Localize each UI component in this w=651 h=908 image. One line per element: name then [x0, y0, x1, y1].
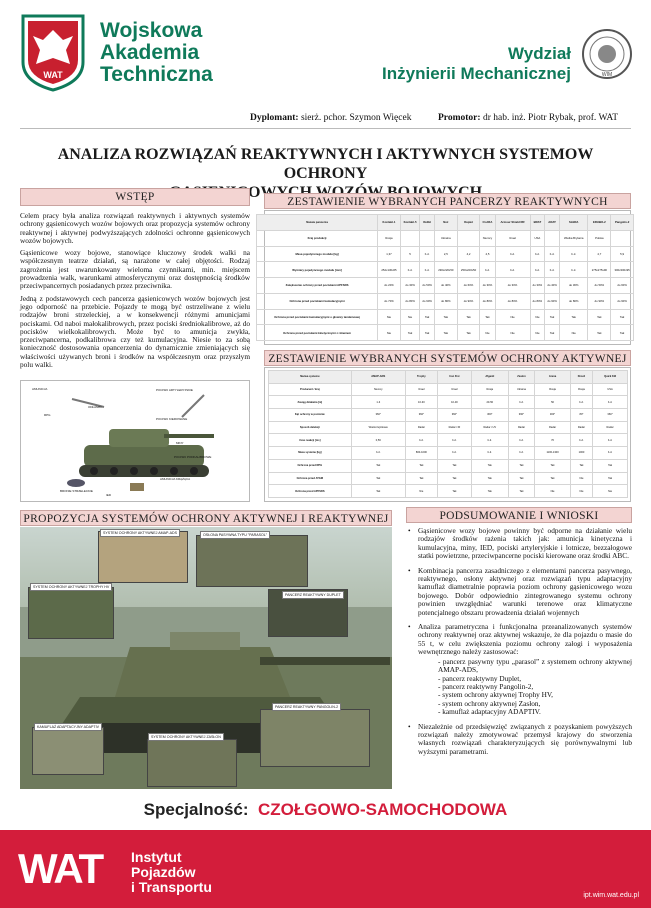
table-cell: Tak — [535, 459, 570, 472]
table-cell: 20-50 — [471, 396, 508, 409]
intro-paragraph: Gąsienicowe wozy bojowe, stanowiące kluczowy środek walki na współczesnym teatrze działań, są narażone w całej objętości. Rodzaj zagrożenia jest uwarunkowany wieloma czynnikami, min. miejscem prowadzenia walk, warunkami atmosferycznymi oraz dostępnością środków przeciwpancernych posiadanych przez przeciwnika. — [20, 248, 250, 291]
table-cell: do 80% — [530, 293, 545, 309]
specialty — [0, 800, 651, 820]
table-cell: Wieloczujnikowe — [351, 421, 405, 434]
table-cell: Tak — [611, 325, 634, 341]
institute-name-line: Pojazdów — [131, 864, 196, 880]
table-row — [269, 421, 628, 434]
table-cell: b.d. — [530, 262, 545, 278]
threat-label: MINY — [176, 441, 184, 445]
threat-label: IED — [106, 493, 112, 497]
threat-label: AMUNICJA KRĄŻĄCA — [160, 477, 191, 481]
divider — [20, 128, 631, 129]
table-cell — [545, 230, 560, 246]
summary-bullet-text: Analiza parametryczna i funkcjonalna przeanalizowanych systemów ochrony reaktywnej oraz aktywnej wskazuje, że dla pojazdu o masie do 55 t, w celu zwiększenia poziomu ochrony załogi i wyposażenia wewnętrznego należy zastosować: — [418, 622, 632, 657]
table-cell: do 30% — [530, 278, 545, 294]
table-cell: Tak — [588, 325, 611, 341]
label-trophy: SYSTEM OCHRONY AKTYWNEJ TROPHY HV — [30, 583, 112, 591]
table-cell: b.d. — [545, 262, 560, 278]
faculty-seal-logo — [581, 28, 633, 80]
table-cell: Niemcy — [480, 230, 495, 246]
table-cell: Tak — [508, 459, 535, 472]
inset-amap-ads — [98, 531, 188, 583]
table-cell: Nie — [570, 472, 592, 485]
table-cell: 1-3 — [351, 396, 405, 409]
table-cell: 4,2 — [457, 246, 480, 262]
table-header-cell: Quick Kill — [593, 371, 628, 384]
table-header-cell: SLERA — [559, 215, 588, 231]
table-cell: Tak — [508, 472, 535, 485]
table-cell: Radar — [570, 421, 592, 434]
table-cell: 360° — [437, 409, 471, 422]
table-row-label: Ochrona przed ATGM — [269, 472, 352, 485]
inset-trophy — [28, 587, 114, 639]
table-cell: Ukraina — [508, 383, 535, 396]
table-cell: USA — [530, 230, 545, 246]
table-cell: b.d. — [437, 434, 471, 447]
table-row-label: Kraj produkcji — [257, 230, 378, 246]
university-name — [100, 20, 213, 86]
table-cell: 1000 — [570, 447, 592, 460]
table-cell: do 90% — [420, 293, 435, 309]
table-row-label: Masa systemu [kg] — [269, 447, 352, 460]
table-row — [269, 459, 628, 472]
table-row — [269, 485, 628, 498]
table-cell: b.d. — [437, 447, 471, 460]
table-cell: Tak — [588, 309, 611, 325]
institute-name-line: Instytut — [131, 849, 182, 865]
seal-text: WIM — [601, 72, 613, 78]
table-cell: b.d. — [545, 246, 560, 262]
summary-sub-list — [438, 658, 632, 717]
table-cell: Tak — [405, 459, 437, 472]
summary-bullet: • Kombinacja pancerza zasadniczego z elementami pancerza pasywnego, reaktywnego, osłony aktywnej oraz rozwiązań typu adaptacyjny kamuflaż diametralnie poprawia poziom ochrony gąsienicowego wozu bojowego. Dobór odpowiednio zintegrowanego systemu ochrony powinien uwzględniać warunki terenowe oraz klimatyczne potencjalnego obszaru prowadzenia działań wojennych — [418, 567, 632, 617]
table-cell: Nie — [378, 309, 401, 325]
table-row — [257, 309, 634, 325]
institute-name — [131, 850, 212, 895]
table-cell: b.d. — [508, 396, 535, 409]
table-header-cell: Iron Fist — [437, 371, 471, 384]
threat-label: POCISKI KIEROWANE — [156, 417, 188, 421]
table-header-cell: Trophy — [405, 371, 437, 384]
table-cell: 4,5 — [480, 246, 495, 262]
table-row — [257, 230, 634, 246]
table-row-label: Zwiększenie ochrony przed pociskami APFSDS — [257, 278, 378, 294]
table-row — [269, 383, 628, 396]
university-name-line: Akademia — [100, 41, 200, 64]
table-cell: b.d. — [400, 262, 419, 278]
label-amap-ads: SYSTEM OCHRONY AKTYWNEJ AMAP-ADS — [100, 529, 180, 537]
table-cell: do 90% — [588, 293, 611, 309]
intro-text — [20, 212, 250, 373]
table-cell: Nie — [535, 485, 570, 498]
table-header-cell: Armour Shield RR — [495, 215, 530, 231]
table-cell: Nie — [495, 325, 530, 341]
table-header-cell: Afganit — [471, 371, 508, 384]
summary-bullet — [418, 623, 632, 716]
summary-sub-item: - system ochrony aktywnej Trophy HV, — [438, 691, 632, 699]
table-cell: Ukraina — [434, 230, 457, 246]
wat-logo: WAT — [18, 845, 103, 892]
table-row — [257, 246, 634, 262]
summary-sub-item: - pancerz reaktywny Duplet, — [438, 675, 632, 683]
table-header-cell: BRAT — [530, 215, 545, 231]
label-pangolin: PANCERZ REAKTYWNY PANGOLIN-2 — [272, 703, 341, 711]
table-row — [269, 472, 628, 485]
intro-heading: WSTĘP — [20, 188, 250, 206]
table-cell: b.d. — [593, 447, 628, 460]
table-cell: b.d. — [405, 434, 437, 447]
table-cell: b.d. — [593, 434, 628, 447]
proposal-heading: PROPOZYCJA SYSTEMÓW OCHRONY AKTYWNEJ I REAKTYWNEJ — [20, 510, 392, 526]
table-cell: Radar i IR — [437, 421, 471, 434]
table-header-cell: Kontakt-1 — [378, 215, 401, 231]
table-cell: Nie — [495, 309, 530, 325]
table-cell: b.d. — [570, 396, 592, 409]
table-cell: 250x220x50 — [457, 262, 480, 278]
threat-label: ODŁAMKI — [88, 405, 102, 409]
table-cell: 360° — [351, 409, 405, 422]
table-row-label: Producent / kraj — [269, 383, 352, 396]
table-cell: 70 — [535, 434, 570, 447]
table-row-label: Ochrona przed APFSDS — [269, 485, 352, 498]
table-header-cell: Zasłon — [508, 371, 535, 384]
table-cell: do 70% — [378, 293, 401, 309]
poster-title-line: ANALIZA ROZWIĄZAŃ REAKTYWNYCH I AKTYWNYCH SYSTEMOW OCHRONY — [57, 146, 594, 182]
table-cell: do 60% — [457, 278, 480, 294]
table-header-cell: Duplet — [457, 215, 480, 231]
table-cell: Rosja — [570, 383, 592, 396]
table-cell: 10-30 — [405, 396, 437, 409]
table-cell: do 30% — [559, 278, 588, 294]
inset-zaslon — [147, 739, 237, 787]
table-header-cell: CLARA — [480, 215, 495, 231]
table-cell: 1100-1300 — [535, 447, 570, 460]
university-name-line: Wojskowa — [100, 19, 203, 42]
threat-label: POCISKI PODKALIBROWE — [174, 455, 212, 459]
table-row-label: Ochrona przed pociskami kumulacyjnymi o głowicy tandemowej — [257, 309, 378, 325]
table-cell: do 90% — [457, 293, 480, 309]
table-cell: Nie — [593, 485, 628, 498]
supervisor-name: dr hab. inż. Piotr Rybak, prof. WAT — [482, 113, 619, 123]
table-header-cell: Pangolin-2 — [611, 215, 634, 231]
threat-label: POCISKI ARTYLERYJSKIE — [156, 388, 193, 392]
table-cell: do 40% — [434, 278, 457, 294]
table-cell: b.d. — [495, 246, 530, 262]
table-cell: b.d. — [530, 246, 545, 262]
table-cell: b.d. — [420, 262, 435, 278]
table-cell: Tak — [405, 472, 437, 485]
table-cell: Nie — [400, 309, 419, 325]
table-cell: Tak — [593, 459, 628, 472]
table-cell: Tak — [351, 459, 405, 472]
table-cell: Rosja — [535, 383, 570, 396]
active-protection-table — [268, 370, 628, 498]
table-header-cell: Arena — [535, 371, 570, 384]
table-cell: 275x275x90 — [588, 262, 611, 278]
table-cell: Tak — [400, 325, 419, 341]
table-cell: Nie — [530, 325, 545, 341]
inset-adaptiv — [32, 727, 104, 775]
table-cell: USA — [593, 383, 628, 396]
table-cell: do 40% — [545, 278, 560, 294]
summary-heading: PODSUMOWANIE I WNIOSKI — [406, 507, 632, 523]
table-cell: 10-30 — [437, 396, 471, 409]
table-cell: 360° — [405, 409, 437, 422]
table-cell: do 80% — [559, 293, 588, 309]
institute-url[interactable]: ipt.wim.wat.edu.pl — [583, 892, 639, 899]
table-cell: 5,9 — [611, 246, 634, 262]
table-cell: b.d. — [495, 262, 530, 278]
table-cell: Radar — [593, 421, 628, 434]
table-cell: do 80% — [434, 293, 457, 309]
summary-bullet: • Niezależnie od przedsięwzięć związanych z pozyskaniem powyższych rozwiązań należy zmotywować przemysł krajowy do stworzenia własnych rozwiązań charakteryzujących się porównywalnymi lub wyższymi parametrami. — [418, 723, 632, 757]
table-cell: Rosja — [378, 230, 401, 246]
table-row — [269, 409, 628, 422]
table-cell: Tak — [434, 309, 457, 325]
table-cell: 5 — [400, 246, 419, 262]
table-cell: Tak — [570, 459, 592, 472]
credits-line — [250, 113, 619, 123]
table-cell: 4,7 — [588, 246, 611, 262]
table-row — [269, 447, 628, 460]
table-cell: 252x130x65 — [378, 262, 401, 278]
table-cell: Niemcy — [351, 383, 405, 396]
institute-name-line: i Transportu — [131, 879, 212, 895]
table-cell: Tak — [457, 325, 480, 341]
supervisor-label: Promotor: — [438, 113, 481, 123]
summary-sub-item: - pancerz reaktywny Pangolin-2, — [438, 683, 632, 691]
table-cell: Radar — [508, 421, 535, 434]
table-row-label: Ochrona przed pociskami kumulacyjnymi — [257, 293, 378, 309]
graduate-name: sierż. pchor. Szymon Więcek — [300, 113, 412, 123]
summary-sub-item: - system ochrony aktywnej Zasłon, — [438, 700, 632, 708]
table-cell: do 80% — [400, 293, 419, 309]
table-cell: Wielka Brytania — [559, 230, 588, 246]
table-cell: b.d. — [471, 434, 508, 447]
table-cell: Tak — [351, 485, 405, 498]
table-cell: Izrael — [495, 230, 530, 246]
intro-paragraph: Jedną z podstawowych cech pancerza gąsienicowych wozów bojowych jest jego odporność na przebicie. Pojazdy te mogą być ostrzeliwane z wielu rodzajów broni strzeleckiej, a w konsekwencji różnymi amunicjami pociskami. Od naboi małokalibrowych, przez pociski średniokalibrowe, aż do pocisków wielkokalibrowych. Może być to amunicja zwykła, przeciwpancerna, podkalibrowa czy też kumulacyjna. Niesie to za sobą konieczność dostosowania opancerzenia do dynamicznie zmieniających się właściwości używanych broni i środków na współczesnym oraz przyszłym polu walki. — [20, 293, 250, 370]
poster-header — [0, 0, 651, 104]
faculty-name-line: Wydział — [508, 44, 571, 63]
table-cell — [457, 230, 480, 246]
table-cell: do 20% — [378, 278, 401, 294]
table-cell: Tak — [508, 485, 535, 498]
table-cell: do 50% — [588, 278, 611, 294]
table-cell: 80° — [570, 409, 592, 422]
table-header-cell: Nazwa systemu — [269, 371, 352, 384]
table-cell: Tak — [471, 459, 508, 472]
table-cell: b.d. — [508, 447, 535, 460]
summary-sub-item: - kamuflaż adaptacyjny ADAPTIV. — [438, 708, 632, 716]
table-header-cell: ERAWA-2 — [588, 215, 611, 231]
table-cell: Polska — [588, 230, 611, 246]
proposal-photo — [20, 527, 392, 789]
table-cell: 290x220x50 — [434, 262, 457, 278]
table-cell: Tak — [437, 472, 471, 485]
table-row-label: Czas reakcji [ms] — [269, 434, 352, 447]
table-header-cell: Nazwa pancerza — [257, 215, 378, 231]
table-cell: Tak — [545, 309, 560, 325]
label-zaslon: SYSTEM OCHRONY AKTYWNEJ ZASŁON — [148, 733, 224, 741]
table-cell: do 80% — [495, 293, 530, 309]
table-cell: Tak — [559, 309, 588, 325]
table-cell: Tak — [535, 472, 570, 485]
table-cell: Tak — [420, 309, 435, 325]
table-cell: Tak — [437, 459, 471, 472]
table-cell: Tak — [420, 325, 435, 341]
table-row-label: Ochrona przed pociskami kinetycznymi z rdzeniem — [257, 325, 378, 341]
university-name-line: Techniczna — [100, 63, 213, 86]
table-cell — [400, 230, 419, 246]
table-cell: Izrael — [437, 383, 471, 396]
table-row-label: Sposób detekcji — [269, 421, 352, 434]
table-row-label: Wymiary pojedynczego modułu [mm] — [257, 262, 378, 278]
table-cell: do 50% — [420, 278, 435, 294]
table-cell: do 80% — [480, 293, 495, 309]
table-header-cell: Kontakt-5 — [400, 215, 419, 231]
table-cell: b.d. — [351, 447, 405, 460]
inset-pangolin — [260, 709, 370, 767]
table-row — [257, 262, 634, 278]
table-cell: 360° — [471, 409, 508, 422]
table-row-label: Ochrona przed RPG — [269, 459, 352, 472]
table-cell: Tak — [611, 309, 634, 325]
table-cell: Nie — [570, 485, 592, 498]
table-cell: b.d. — [480, 262, 495, 278]
reactive-heading: ZESTAWIENIE WYBRANYCH PANCERZY REAKTYWNYCH — [264, 193, 631, 209]
specialty-value: CZOŁGOWO-SAMOCHODOWA — [258, 800, 508, 819]
table-cell: 360° — [593, 409, 628, 422]
table-cell: b.d. — [471, 447, 508, 460]
table-cell: 2,5 — [434, 246, 457, 262]
table-cell: Tak — [351, 472, 405, 485]
table-cell: 300° — [535, 409, 570, 422]
intro-paragraph: Celem pracy była analiza rozwiązań reaktywnych i aktywnych systemów ochrony gąsienicowych wozów bojowych oraz propozycja systemów ochrony reaktywnej i aktywnej podwyższających zdolności ochronne gąsienicowych wozów bojowych. — [20, 211, 250, 245]
table-cell: do 90% — [545, 293, 560, 309]
specialty-label: Specjalność: — [143, 800, 249, 819]
crest-text: WAT — [43, 70, 63, 80]
table-cell: Tak — [545, 325, 560, 341]
table-cell: 360° — [508, 409, 535, 422]
table-row-label: Kąt ochrony w poziomie — [269, 409, 352, 422]
table-row-label: Zasięg działania [m] — [269, 396, 352, 409]
table-cell — [420, 230, 435, 246]
threat-labels — [24, 385, 246, 500]
table-cell: b.d. — [420, 246, 435, 262]
table-row — [257, 278, 634, 294]
table-cell: b.d. — [559, 246, 588, 262]
table-cell: Tak — [471, 485, 508, 498]
table-cell: b.d. — [593, 396, 628, 409]
table-cell: Tak — [457, 309, 480, 325]
table-cell: Radar — [535, 421, 570, 434]
threat-label: BRONIE STRZELECKIE — [60, 489, 93, 493]
table-header-cell: ARAT — [545, 215, 560, 231]
table-cell: do 90% — [611, 293, 634, 309]
faculty-name — [382, 44, 571, 84]
table-cell: b.d. — [508, 434, 535, 447]
supervisor — [438, 113, 618, 123]
table-cell: Nie — [405, 485, 437, 498]
table-row — [257, 325, 634, 341]
label-duplet: PANCERZ REAKTYWNY DUPLET — [282, 591, 344, 599]
threat-label: RPG — [44, 413, 51, 417]
table-cell: Izrael — [405, 383, 437, 396]
table-cell: Tak — [434, 325, 457, 341]
label-adaptiv: KAMUFLAŻ ADAPTACYJNY ADAPTIV — [34, 723, 102, 731]
footer-bar — [0, 830, 651, 908]
table-cell: Tak — [480, 309, 495, 325]
wat-crest-logo — [18, 12, 88, 92]
table-cell: b.d. — [570, 434, 592, 447]
table-cell: Tak — [593, 472, 628, 485]
table-cell: Nie — [480, 325, 495, 341]
table-header-cell: Drozd — [570, 371, 592, 384]
faculty-name-line: Inżynierii Mechanicznej — [382, 64, 571, 83]
table-cell: Radar i UV — [471, 421, 508, 434]
table-cell: do 30% — [480, 278, 495, 294]
table-header-cell: Relikt — [420, 215, 435, 231]
table-cell: 50 — [535, 396, 570, 409]
table-row — [269, 396, 628, 409]
summary-sub-item: - pancerz pasywny typu „parasol” z systemem ochrony aktywnej AMAP-ADS, — [438, 658, 632, 675]
table-row — [269, 434, 628, 447]
table-cell: 0,56 — [351, 434, 405, 447]
table-cell: do 30% — [400, 278, 419, 294]
threat-label: AMUNICJA — [32, 387, 48, 391]
inset-parasol — [196, 535, 308, 587]
summary-bullet: • Gąsienicowe wozy bojowe powinny być odporne na działanie wielu rodzajów środków rażenia takich jak: amunicja kinetyczna i kumulacyjna, miny, IED, pociski artyleryjskie i lotnicze, bezzałogowe statki powietrzne, przeciwpancerne pociski kierowane oraz środki ABC. — [418, 527, 632, 561]
table-cell: b.d. — [559, 262, 588, 278]
active-heading: ZESTAWIENIE WYBRANYCH SYSTEMÓW OCHRONY AKTYWNEJ — [264, 350, 631, 366]
table-cell — [611, 230, 634, 246]
table-cell: Nie — [559, 325, 588, 341]
table-row-label: Masa pojedynczego modułu [kg] — [257, 246, 378, 262]
summary-text — [406, 527, 632, 762]
table-cell: Tak — [471, 472, 508, 485]
graduate-label: Dyplomant: — [250, 113, 299, 123]
table-cell: 1,37 — [378, 246, 401, 262]
table-cell: 300x300x95 — [611, 262, 634, 278]
reactive-armor-table — [256, 214, 634, 341]
table-cell: 800-1000 — [405, 447, 437, 460]
table-cell: do 60% — [611, 278, 634, 294]
table-cell: Nie — [530, 309, 545, 325]
table-row — [257, 293, 634, 309]
table-cell: Radar — [405, 421, 437, 434]
table-cell: Rosja — [471, 383, 508, 396]
table-cell: Nie — [378, 325, 401, 341]
label-parasol: OSŁONA PASYWNA TYPU "PARASOL" — [200, 531, 270, 539]
table-header-cell: AMAP-ADS — [351, 371, 405, 384]
table-cell: Tak — [437, 485, 471, 498]
table-cell: do 30% — [495, 278, 530, 294]
table-header-cell: Noż — [434, 215, 457, 231]
